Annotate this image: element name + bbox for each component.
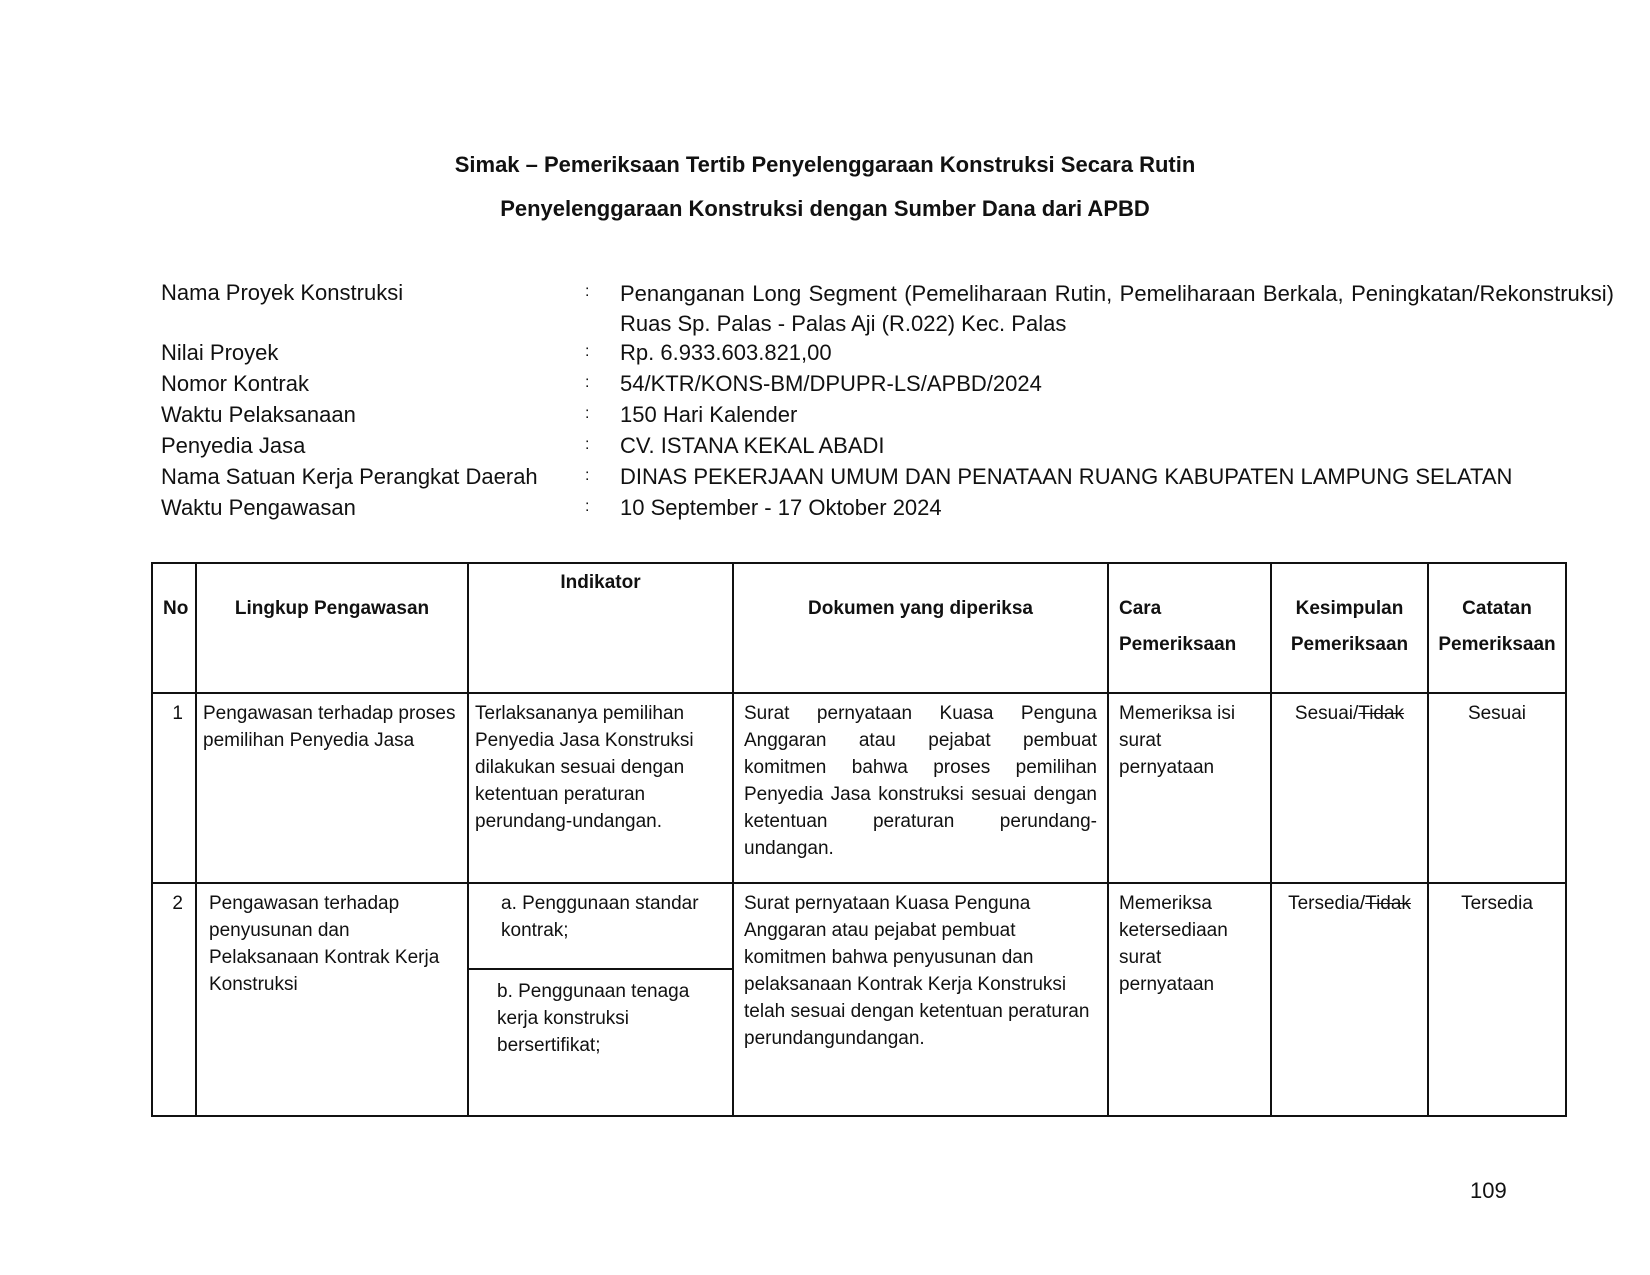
inspection-table <box>151 562 1567 1117</box>
kesimpulan-selected: Sesuai/ <box>1294 703 1359 724</box>
kesimpulan-struck: Tidak <box>1365 893 1411 914</box>
info-label: Penyedia Jasa <box>161 433 306 458</box>
row-no: 2 <box>152 883 196 1116</box>
info-colon: : <box>585 283 590 300</box>
info-value: 150 Hari Kalender <box>620 402 798 427</box>
row-cara: Memeriksa ketersediaan surat pernyataan <box>1108 883 1271 1116</box>
info-value: DINAS PEKERJAAN UMUM DAN PENATAAN RUANG KABUPATEN LAMPUNG SELATAN <box>620 464 1513 489</box>
table-header-row <box>152 563 1566 693</box>
header-no: No <box>152 563 196 693</box>
info-colon: : <box>585 405 590 422</box>
row-dokumen: Surat pernyataan Kuasa Penguna Anggaran atau pejabat pembuat komitmen bahwa penyusunan dan pelaksanaan Kontrak Kerja Konstruksi telah sesuai dengan ketentuan peraturan perundangundangan. <box>733 883 1108 1116</box>
row-lingkup: Pengawasan terhadap proses pemilihan Penyedia Jasa <box>196 693 468 883</box>
header-kesimpulan: Kesimpulan Pemeriksaan <box>1271 563 1428 693</box>
info-colon: : <box>585 343 590 360</box>
row-lingkup: Pengawasan terhadap penyusunan dan Pelaksanaan Kontrak Kerja Konstruksi <box>196 883 468 1116</box>
header-lingkup: Lingkup Pengawasan <box>196 563 468 693</box>
page-title: Simak – Pemeriksaan Tertib Penyelenggaraan Konstruksi Secara Rutin <box>454 152 1196 177</box>
table-row <box>152 883 1566 1116</box>
info-value: 54/KTR/KONS-BM/DPUPR-LS/APBD/2024 <box>620 371 1042 396</box>
info-label: Nama Satuan Kerja Perangkat Daerah <box>161 464 538 489</box>
info-label: Waktu Pelaksanaan <box>161 402 356 427</box>
table-row <box>152 693 1566 883</box>
row-dokumen: Surat pernyataan Kuasa Penguna Anggaran atau pejabat pembuat komitmen bahwa proses pemilihan Penyedia Jasa konstruksi sesuai dengan ketentuan peraturan perundang-undangan. <box>733 693 1108 883</box>
info-colon: : <box>585 374 590 391</box>
info-value: CV. ISTANA KEKAL ABADI <box>620 433 885 458</box>
row-kesimpulan <box>1271 883 1428 1116</box>
row-catatan: Tersedia <box>1428 883 1566 1116</box>
row-cara: Memeriksa isi surat pernyataan <box>1108 693 1271 883</box>
header-dokumen: Dokumen yang diperiksa <box>733 563 1108 693</box>
info-colon: : <box>585 498 590 515</box>
page-subtitle: Penyelenggaraan Konstruksi dengan Sumber Dana dari APBD <box>500 196 1150 221</box>
kesimpulan-selected: Tersedia/ <box>1288 893 1366 914</box>
indikator-a: a. Penggunaan standar kontrak; <box>501 893 699 941</box>
info-colon: : <box>585 436 590 453</box>
info-label: Nomor Kontrak <box>161 371 309 396</box>
info-value: Penanganan Long Segment (Pemeliharaan Rutin, Pemeliharaan Berkala, Peningkatan/Rekonstruksi) Ruas Sp. Palas - Palas Aji (R.022) Kec. Palas <box>620 281 1614 336</box>
header-indikator: Indikator <box>468 563 733 693</box>
page-number: 109 <box>1470 1178 1507 1203</box>
row-catatan: Sesuai <box>1428 693 1566 883</box>
row-indikator: Terlaksananya pemilihan Penyedia Jasa Konstruksi dilakukan sesuai dengan ketentuan peraturan perundang-undangan. <box>468 693 733 883</box>
header-catatan: Catatan Pemeriksaan <box>1428 563 1566 693</box>
info-value: Rp. 6.933.603.821,00 <box>620 340 832 365</box>
info-colon: : <box>585 467 590 484</box>
header-cara: Cara Pemeriksaan <box>1108 563 1271 693</box>
info-value: 10 September - 17 Oktober 2024 <box>620 495 942 520</box>
row-kesimpulan <box>1271 693 1428 883</box>
kesimpulan-struck: Tidak <box>1358 703 1405 724</box>
info-label: Nilai Proyek <box>161 340 279 365</box>
indikator-b: b. Penggunaan tenaga kerja konstruksi bersertifikat; <box>497 981 690 1056</box>
row-no: 1 <box>152 693 196 883</box>
info-label: Waktu Pengawasan <box>161 495 356 520</box>
row-indikator <box>468 883 733 1116</box>
info-label: Nama Proyek Konstruksi <box>161 280 404 305</box>
